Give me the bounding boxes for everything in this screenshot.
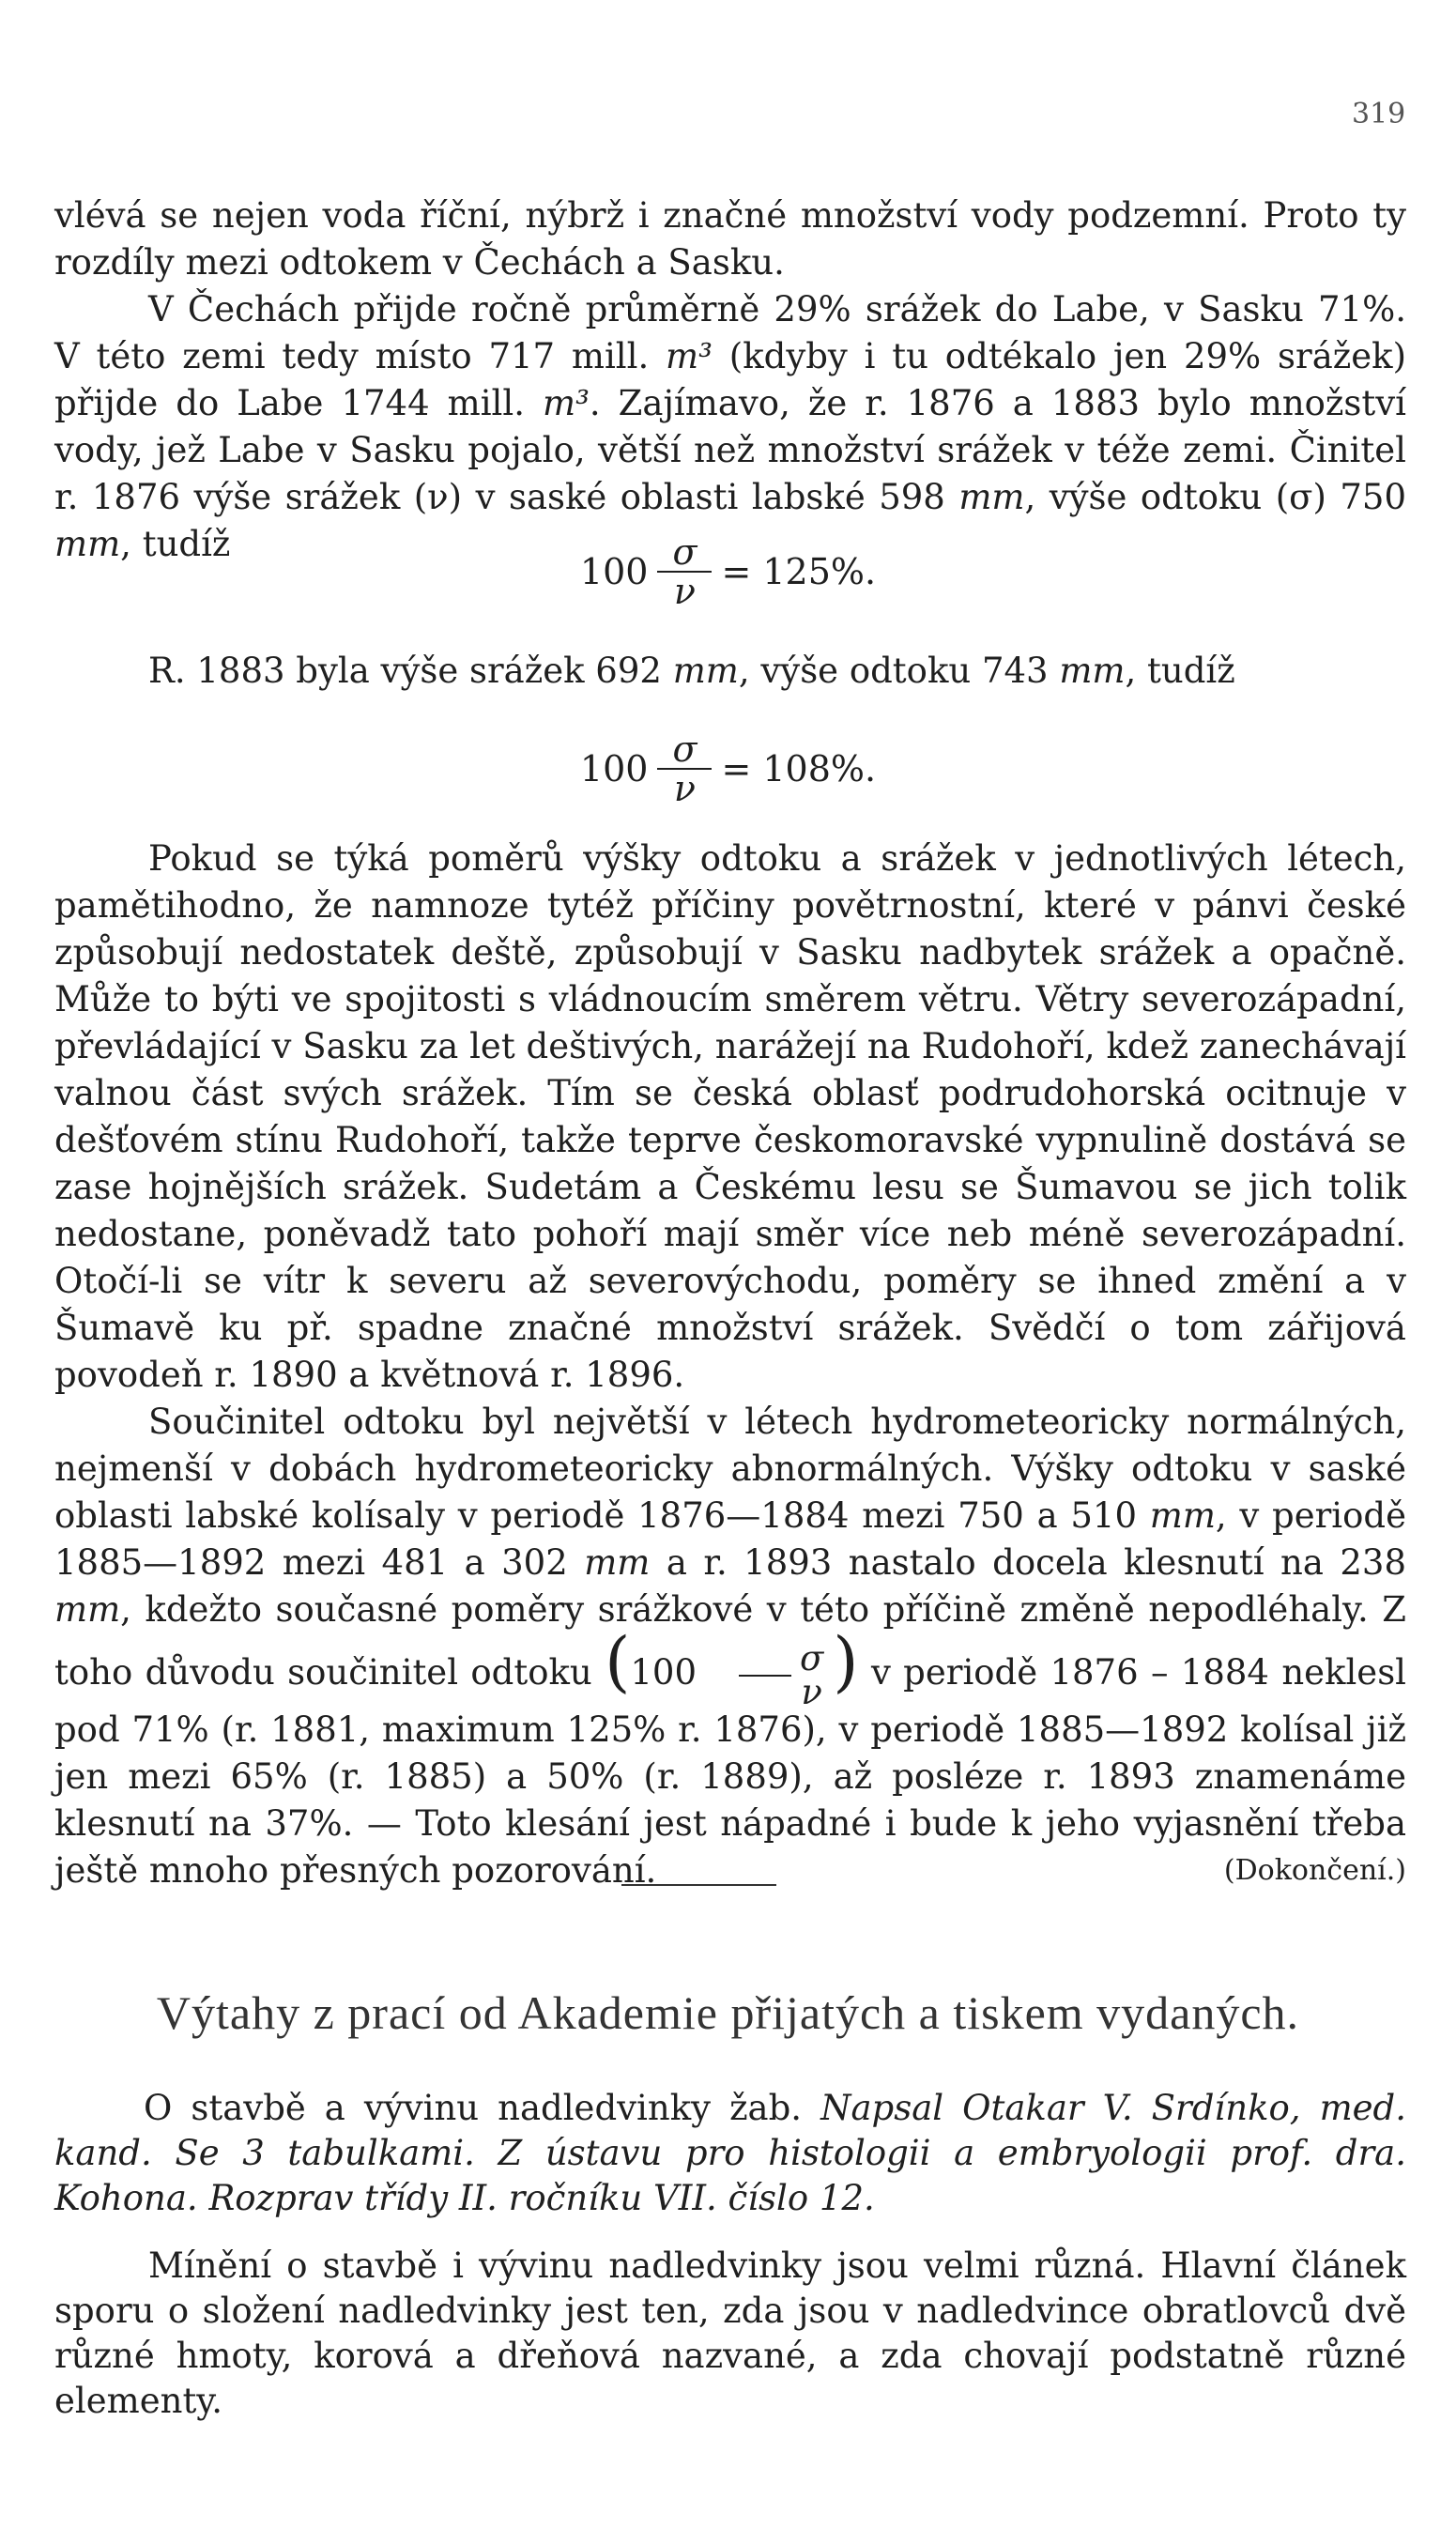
unit-mm: mm	[672, 651, 739, 691]
p2-text-c: . Zajímavo, že r. 1876 a 1883 bylo množství vody, jež Labe v Sasku pojalo, větší než množství srážek v téže zemi. Činitel r. 1876 výše srážek (ν) v saské oblasti labské 598	[54, 383, 1407, 517]
inline-formula-denominator: ν	[801, 1671, 822, 1712]
unit-mm: mm	[54, 1589, 121, 1630]
p3-text-a: R. 1883 byla výše srážek 692	[148, 651, 673, 691]
unit-m3: m³	[666, 336, 713, 376]
unit-mm: mm	[1149, 1495, 1216, 1536]
p2-text-a: V Čechách přijde ročně průměrně 29% srážek do Labe, v Sasku 71%. V této zemi tedy místo 717 mill.	[54, 289, 1406, 376]
review-block	[54, 2086, 1406, 2424]
formula-numerator: σ	[672, 531, 697, 573]
paragraph-1	[54, 192, 1406, 286]
section-heading: Výtahy z prací od Akademie přijatých a tiskem vydaných.	[156, 1986, 1300, 2039]
unit-mm: mm	[958, 477, 1025, 517]
formula-open-paren: (	[605, 1623, 631, 1700]
unit-mm: mm	[584, 1542, 651, 1583]
paragraph-3	[54, 648, 1406, 695]
formula-result: = 125%.	[721, 551, 877, 592]
formula-coef: 100	[579, 748, 649, 789]
p5-text-c: a r. 1893 nastalo docela klesnutí na 238	[650, 1542, 1406, 1583]
continued-note: (Dokončení.)	[1223, 1853, 1406, 1887]
p3-text-c: , tudíž	[1125, 651, 1235, 691]
body-text-main	[54, 835, 1406, 1894]
formula-denominator: ν	[673, 768, 696, 809]
unit-mm: mm	[54, 524, 121, 564]
p3-text-b: , výše odtoku 743	[738, 651, 1060, 691]
unit-m3: m³	[542, 383, 590, 423]
inline-formula-fraction	[706, 1637, 824, 1712]
formula-numerator: σ	[672, 728, 697, 770]
inline-formula-numerator: σ	[800, 1637, 824, 1678]
p1-line-1: vlévá se nejen voda říční, nýbrž i značné množství vody podzemní. Proto	[54, 195, 1359, 236]
p1-line-2: ty rozdíly mezi odtokem v Čechách a Sasku.	[54, 195, 1406, 283]
formula-denominator: ν	[673, 571, 696, 612]
formula-2	[0, 728, 1456, 809]
p5-text-e: v periodě 1876 – 1884	[870, 1652, 1269, 1693]
p5-text-d: , kdežto současné poměry srážkové v této příčině změně nepodléhaly. Z toho důvodu součinitel odtoku	[54, 1589, 1406, 1693]
p2-text-e: , tudíž	[120, 524, 231, 564]
formula-fraction	[657, 728, 712, 809]
p5-text-b: , v periodě 1885—1892 mezi 481 a 302	[54, 1495, 1407, 1583]
body-text-p3	[54, 648, 1406, 695]
unit-mm: mm	[1059, 651, 1126, 691]
review-title: O stavbě a vývinu nadledvinky žab.	[144, 2088, 803, 2128]
formula-close-paren: )	[833, 1623, 859, 1700]
p5-text-f: neklesl pod 71% (r. 1881, maximum 125% r. 1876), v periodě 1885—1892 kolísal již jen mezi 65% (r. 1885) a 50% (r. 1889), až posléze r. 1893 znamenáme klesnutí na 37%. — Toto klesání jest nápadné i bude k jeho vyjasnění třeba ještě mnoho přesných pozorování.	[54, 1652, 1407, 1891]
page-number: 319	[1352, 98, 1406, 130]
formula-result: = 108%.	[721, 748, 877, 789]
inline-formula-coef: 100	[630, 1652, 697, 1693]
formula-fraction	[657, 531, 712, 612]
review-title-line	[54, 2086, 1406, 2221]
p2-text-d: , výše odtoku (σ) 750	[1024, 477, 1406, 517]
p2-text-b: (kdyby i tu odtékalo jen 29% srážek) přijde do Labe 1744 mill.	[54, 336, 1406, 423]
formula-1	[0, 531, 1456, 612]
formula-coef: 100	[579, 551, 649, 592]
paragraph-4: Pokud se týká poměrů výšky odtoku a srážek v jednotlivých létech, pamětihodno, že namnoze tytéž příčiny povětrnostní, které v pánvi české způsobují nedostatek deště, způsobují v Sasku nadbytek srážek a opačně. Může to býti ve spojitosti s vládnoucím směrem větru. Větry severozápadní, převládající v Sasku za let deštivých, narážejí na Rudohoří, kdež zanechávají valnou část svých srážek. Tím se česká oblasť podrudohorská ocitnuje v dešťovém stínu Rudohoří, takže teprve českomoravské vypnulině dostává se zase hojnějších srážek. Sudetám a Českému lesu se Šumavou se jich tolik nedostane, poněvadž tato pohoří mají směr více neb méně severozápadní. Otočí-li se vítr k severu až severovýchodu, poměry se ihned změní a v Šumavě ku př. spadne značné množství srážek. Svědčí o tom zářijová povodeň r. 1890 a květnová r. 1896.	[54, 838, 1406, 1395]
paragraph-5	[54, 1399, 1406, 1894]
review-author: Napsal Otakar V. Srdínko, med. kand. Se 3 tabulkami. Z ústavu pro histologii a embryologii prof. dra. Kohona. Rozprav třídy II. ročníku VII. číslo 12.	[54, 2088, 1406, 2218]
review-body: Mínění o stavbě i vývinu nadledvinky jsou velmi různá. Hlavní článek sporu o složení nadledvinky jest ten, zda jsou v nadledvince obratlovců dvě různé hmoty, korová a dřeňová nazvané, a zda chovají podstatně různé elementy.	[54, 2245, 1406, 2421]
section-divider	[621, 1884, 776, 1886]
p5-text-a: Součinitel odtoku byl největší v létech hydrometeoricky normálných, nejmenší v dobách hydrometeoricky abnormálných. Výšky odtoku v saské oblasti labské kolísaly v periodě 1876—1884 mezi 750 a 510	[54, 1402, 1406, 1536]
